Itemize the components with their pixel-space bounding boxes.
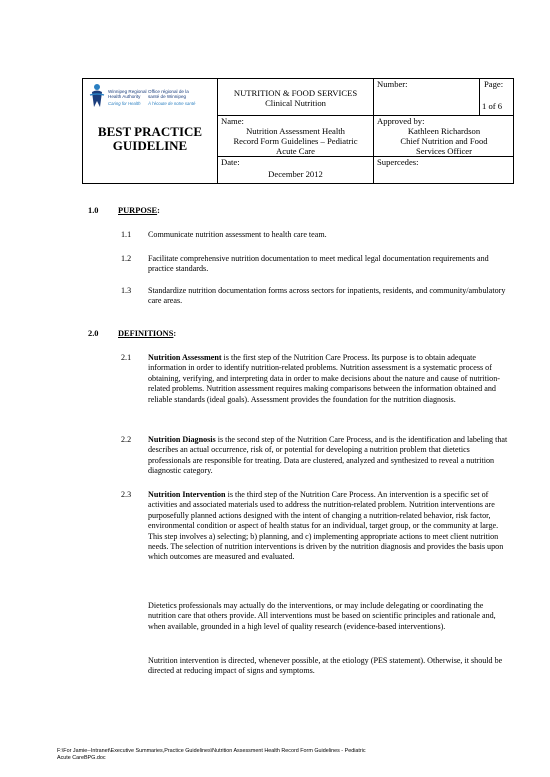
- file-path-footer: [57, 748, 477, 762]
- footer-line2: Acute CareBPG.doc: [57, 755, 106, 761]
- definition-paragraph: Nutrition intervention is directed, whenever possible, at the etiology (PES statement). Otherwise, it should be directed at reducing impact of signs and symptoms.: [148, 656, 503, 676]
- section-number: 1.0: [88, 206, 99, 215]
- item-number: 1.2: [121, 254, 132, 263]
- program-title: [218, 88, 373, 108]
- section-number: 2.0: [88, 329, 99, 338]
- definition-text: is the third step of the Nutrition Care Process. An intervention is a specific set of activities and associated materials used to address the nutrition-related problem. Nutrition interventions are purposefully planned actions designed with the intent of changing a nutrition-related behavior, risk factor, environmental condition or aspect of health status for an individual, target group, or the community at large. This step involves a) selecting; b) planning, and c) implementing appropriate actions to meet client nutrition needs. The selection of nutrition interventions is driven by the nutrition diagnosis and provides the basis upon which outcomes are measured and evaluated.: [148, 490, 504, 562]
- item-number: 2.2: [121, 435, 132, 444]
- program-line1: NUTRITION & FOOD SERVICES: [233, 88, 358, 98]
- item-number: 1.1: [121, 230, 132, 239]
- document-type: [83, 125, 217, 153]
- definition-item: [148, 490, 510, 563]
- section-purpose-heading: 1.0 PURPOSE:: [88, 206, 160, 215]
- approved-label: Approved by:: [377, 116, 425, 126]
- page-value: 1 of 6: [482, 101, 503, 111]
- logo-org-en-1: Winnipeg Regional: [108, 89, 147, 94]
- item-number: 1.3: [121, 286, 132, 295]
- program-line2: Clinical Nutrition: [265, 98, 326, 108]
- logo-tagline-en: Caring for Health: [108, 101, 141, 106]
- purpose-item: Communicate nutrition assessment to health care team.: [148, 230, 327, 239]
- footer-line1: F:\For Jamie--Intranet\Executive Summaries,Practice Guidelines\Nutrition Assessment Health Record Form Guidelines - Pediatric: [57, 748, 366, 754]
- wrha-figure-icon: [89, 83, 105, 109]
- definition-text: is the second step of the Nutrition Care Process, and is the identification and labeling that describes an actual occurrence, risk of, or potential for developing a nutrition problem that dietetics professionals are responsible for treating. Data are clustered, analyzed and synthesized to reveal a nutrition diagnostic category.: [148, 435, 508, 476]
- purpose-item: Facilitate comprehensive nutrition documentation to meet medical legal documentation requirements and practice standards.: [148, 254, 489, 274]
- number-label: Number:: [377, 79, 408, 89]
- date-label: Date:: [221, 157, 240, 167]
- section-title: PURPOSE: [118, 206, 158, 215]
- logo-org-en-2: Health Authority: [108, 94, 141, 99]
- section-definitions-heading: 2.0 DEFINITIONS:: [88, 329, 177, 338]
- definition-text: is the first step of the Nutrition Care Process. Its purpose is to obtain adequate information in order to identify nutrition-related problems. Nutrition assessment is a systematic process of obtaining, verifying, and interpreting data in order to make decisions about the nature and cause of nutrition-related problems. Nutrition assessment requires making comparisons between the information obtained and reliable standards (ideal goals). Assessment provides the foundation for the nutrition diagnosis.: [148, 353, 500, 404]
- approved-by: [374, 126, 514, 156]
- definition-term: Nutrition Intervention: [148, 490, 226, 499]
- date-value: December 2012: [268, 169, 323, 179]
- purpose-item: Standardize nutrition documentation forms across sectors for inpatients, residents, and community/ambulatory care areas.: [148, 286, 506, 306]
- definition-item: [148, 435, 510, 477]
- definition-term: Nutrition Assessment: [148, 353, 222, 362]
- document-type-line1: BEST PRACTICE: [97, 124, 203, 139]
- supercedes-label: Supercedes:: [377, 157, 419, 167]
- approved-line3: Services Officer: [416, 146, 472, 156]
- definition-item: [148, 353, 510, 405]
- guideline-name: [218, 126, 373, 156]
- definition-paragraph: Dietetics professionals may actually do the interventions, or may include delegating or coordinating the nutrition care that others provide. All interventions must be based on scientific principles and rationale and, when available, grounded in a high level of quality research (evidence-based interventions).: [148, 601, 496, 631]
- page-label: Page:: [484, 79, 504, 89]
- definition-term: Nutrition Diagnosis: [148, 435, 216, 444]
- item-number: 2.3: [121, 490, 132, 499]
- item-number: 2.1: [121, 353, 132, 362]
- guideline-name-line3: Acute Care: [276, 146, 315, 156]
- section-title: DEFINITIONS: [118, 329, 174, 338]
- document-type-line2: GUIDELINE: [112, 138, 188, 153]
- guideline-name-line1: Nutrition Assessment Health: [246, 126, 345, 136]
- guideline-header-table: [82, 78, 514, 184]
- guideline-name-line2: Record Form Guidelines – Pediatric: [233, 136, 358, 146]
- logo-org-fr-2: santé de Winnipeg: [148, 94, 187, 99]
- approved-line1: Kathleen Richardson: [407, 126, 481, 136]
- wrha-logo: [89, 83, 219, 113]
- logo-org-fr-1: Office régional de la: [148, 89, 189, 94]
- name-label: Name:: [221, 116, 244, 126]
- approved-line2: Chief Nutrition and Food: [400, 136, 488, 146]
- logo-tagline-fr: À l'écoute de notre santé: [148, 101, 196, 106]
